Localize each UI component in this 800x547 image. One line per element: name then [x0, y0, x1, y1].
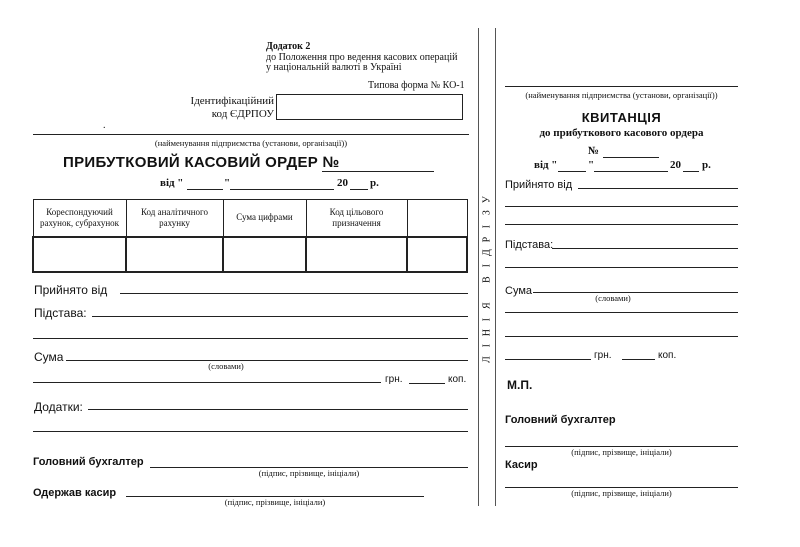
attachments-line-1[interactable]: [88, 409, 468, 410]
received-from-label: Прийнято від: [34, 283, 108, 297]
receipt-date-year-prefix: 20: [670, 159, 681, 171]
receipt-basis-line-2[interactable]: [505, 267, 738, 268]
basis-line-1[interactable]: [92, 316, 468, 317]
edrpou-code-box[interactable]: [276, 94, 463, 120]
kop-label: коп.: [448, 374, 467, 385]
org-name-line[interactable]: [33, 134, 469, 135]
accounting-table: [32, 199, 468, 273]
receipt-sum-caption: (словами): [595, 293, 631, 303]
receipt-sum-line-3[interactable]: [505, 336, 738, 337]
sum-label: Сума: [34, 350, 64, 364]
receipt-basis-line-1[interactable]: [552, 248, 738, 249]
receipt-date-month-line[interactable]: [594, 171, 668, 172]
receipt-date-quote: ": [588, 159, 595, 171]
sum-words-line-2[interactable]: [33, 382, 381, 383]
date-day-line[interactable]: [187, 189, 223, 190]
receipt-kop-amount-line[interactable]: [622, 359, 655, 360]
receipt-date-day-line[interactable]: [558, 171, 586, 172]
uah-label: грн.: [385, 374, 403, 385]
table-cell[interactable]: [223, 237, 306, 272]
table-header: Код цільового призначення: [306, 200, 407, 237]
chief-accountant-label: Головний бухгалтер: [33, 456, 144, 468]
receipt-sum-label: Сума: [505, 285, 533, 297]
receipt-subtitle: до прибуткового касового ордера: [539, 127, 704, 139]
received-from-line[interactable]: [120, 293, 468, 294]
basis-line-2[interactable]: [33, 338, 468, 339]
table-header: Сума цифрами: [223, 200, 306, 237]
date-prefix: від ": [160, 177, 184, 189]
receipt-number-line[interactable]: [603, 157, 659, 158]
receipt-received-from-line[interactable]: [578, 188, 738, 189]
receipt-date-year-line[interactable]: [683, 171, 699, 172]
order-title: ПРИБУТКОВИЙ КАСОВИЙ ОРДЕР №: [63, 154, 340, 171]
sum-words-caption: (словами): [208, 361, 244, 371]
receipt-kop-label: коп.: [658, 350, 677, 361]
receipt-org-name-line[interactable]: [505, 86, 738, 87]
org-name-caption: (найменування підприємства (установи, організації)): [154, 138, 348, 148]
stamp-label: М.П.: [507, 378, 533, 392]
receipt-sum-line-2[interactable]: [505, 312, 738, 313]
id-code-label-1: Ідентифікаційний: [190, 95, 274, 107]
date-month-line[interactable]: [230, 189, 334, 190]
kop-amount-line[interactable]: [409, 383, 445, 384]
form-type: Типова форма № КО-1: [368, 80, 465, 91]
appendix-line-2: у національній валюті в Україні: [266, 62, 402, 73]
id-code-label-2: код ЄДРПОУ: [211, 108, 274, 120]
table-cell[interactable]: [33, 237, 126, 272]
receipt-number-sign: №: [588, 145, 600, 157]
order-number-line[interactable]: [322, 171, 434, 172]
cashier-label: Одержав касир: [33, 487, 117, 499]
receipt-received-from-line-2[interactable]: [505, 206, 738, 207]
table-header: [407, 200, 467, 237]
receipt-received-from-label: Прийнято від: [505, 179, 573, 191]
cut-line-right: [495, 28, 496, 506]
table-cell[interactable]: [126, 237, 223, 272]
receipt-cashier-signature-caption: (підпис, прізвище, ініціали): [571, 488, 672, 498]
signature-caption: (підпис, прізвище, ініціали): [258, 468, 360, 478]
signature-caption: (підпис, прізвище, ініціали): [224, 497, 326, 507]
basis-label: Підстава:: [34, 306, 87, 320]
table-header: Код аналітичного рахунку: [126, 200, 223, 237]
receipt-signature-caption: (підпис, прізвище, ініціали): [571, 447, 672, 457]
cut-line-label: У З І Р Д І В Я І Н І Л: [481, 196, 493, 363]
receipt-uah-label: грн.: [594, 350, 612, 361]
receipt-uah-amount-line[interactable]: [505, 359, 591, 360]
attachments-label: Додатки:: [34, 400, 83, 414]
date-year-prefix: 20: [337, 177, 348, 189]
table-header: Кореспондуючий рахунок, субрахунок: [33, 200, 126, 237]
receipt-date-prefix: від ": [534, 159, 558, 171]
table-cell[interactable]: [407, 237, 467, 272]
receipt-org-caption: (найменування підприємства (установи, організації)): [525, 90, 718, 100]
receipt-basis-label: Підстава:: [505, 239, 554, 251]
appendix-line-1: до Положення про ведення касових операцій: [266, 52, 458, 63]
receipt-title: КВИТАНЦІЯ: [581, 110, 662, 125]
date-suffix: р.: [370, 177, 379, 189]
appendix-title: Додаток 2: [266, 41, 311, 52]
receipt-received-from-line-3[interactable]: [505, 224, 738, 225]
receipt-cashier-label: Касир: [505, 459, 538, 471]
receipt-chief-accountant-label: Головний бухгалтер: [505, 414, 616, 426]
receipt-date-suffix: р.: [702, 159, 711, 171]
date-quote: ": [224, 177, 231, 189]
attachments-line-2[interactable]: [33, 431, 468, 432]
date-year-line[interactable]: [350, 189, 368, 190]
table-cell[interactable]: [306, 237, 407, 272]
cut-line-left: [478, 28, 479, 506]
